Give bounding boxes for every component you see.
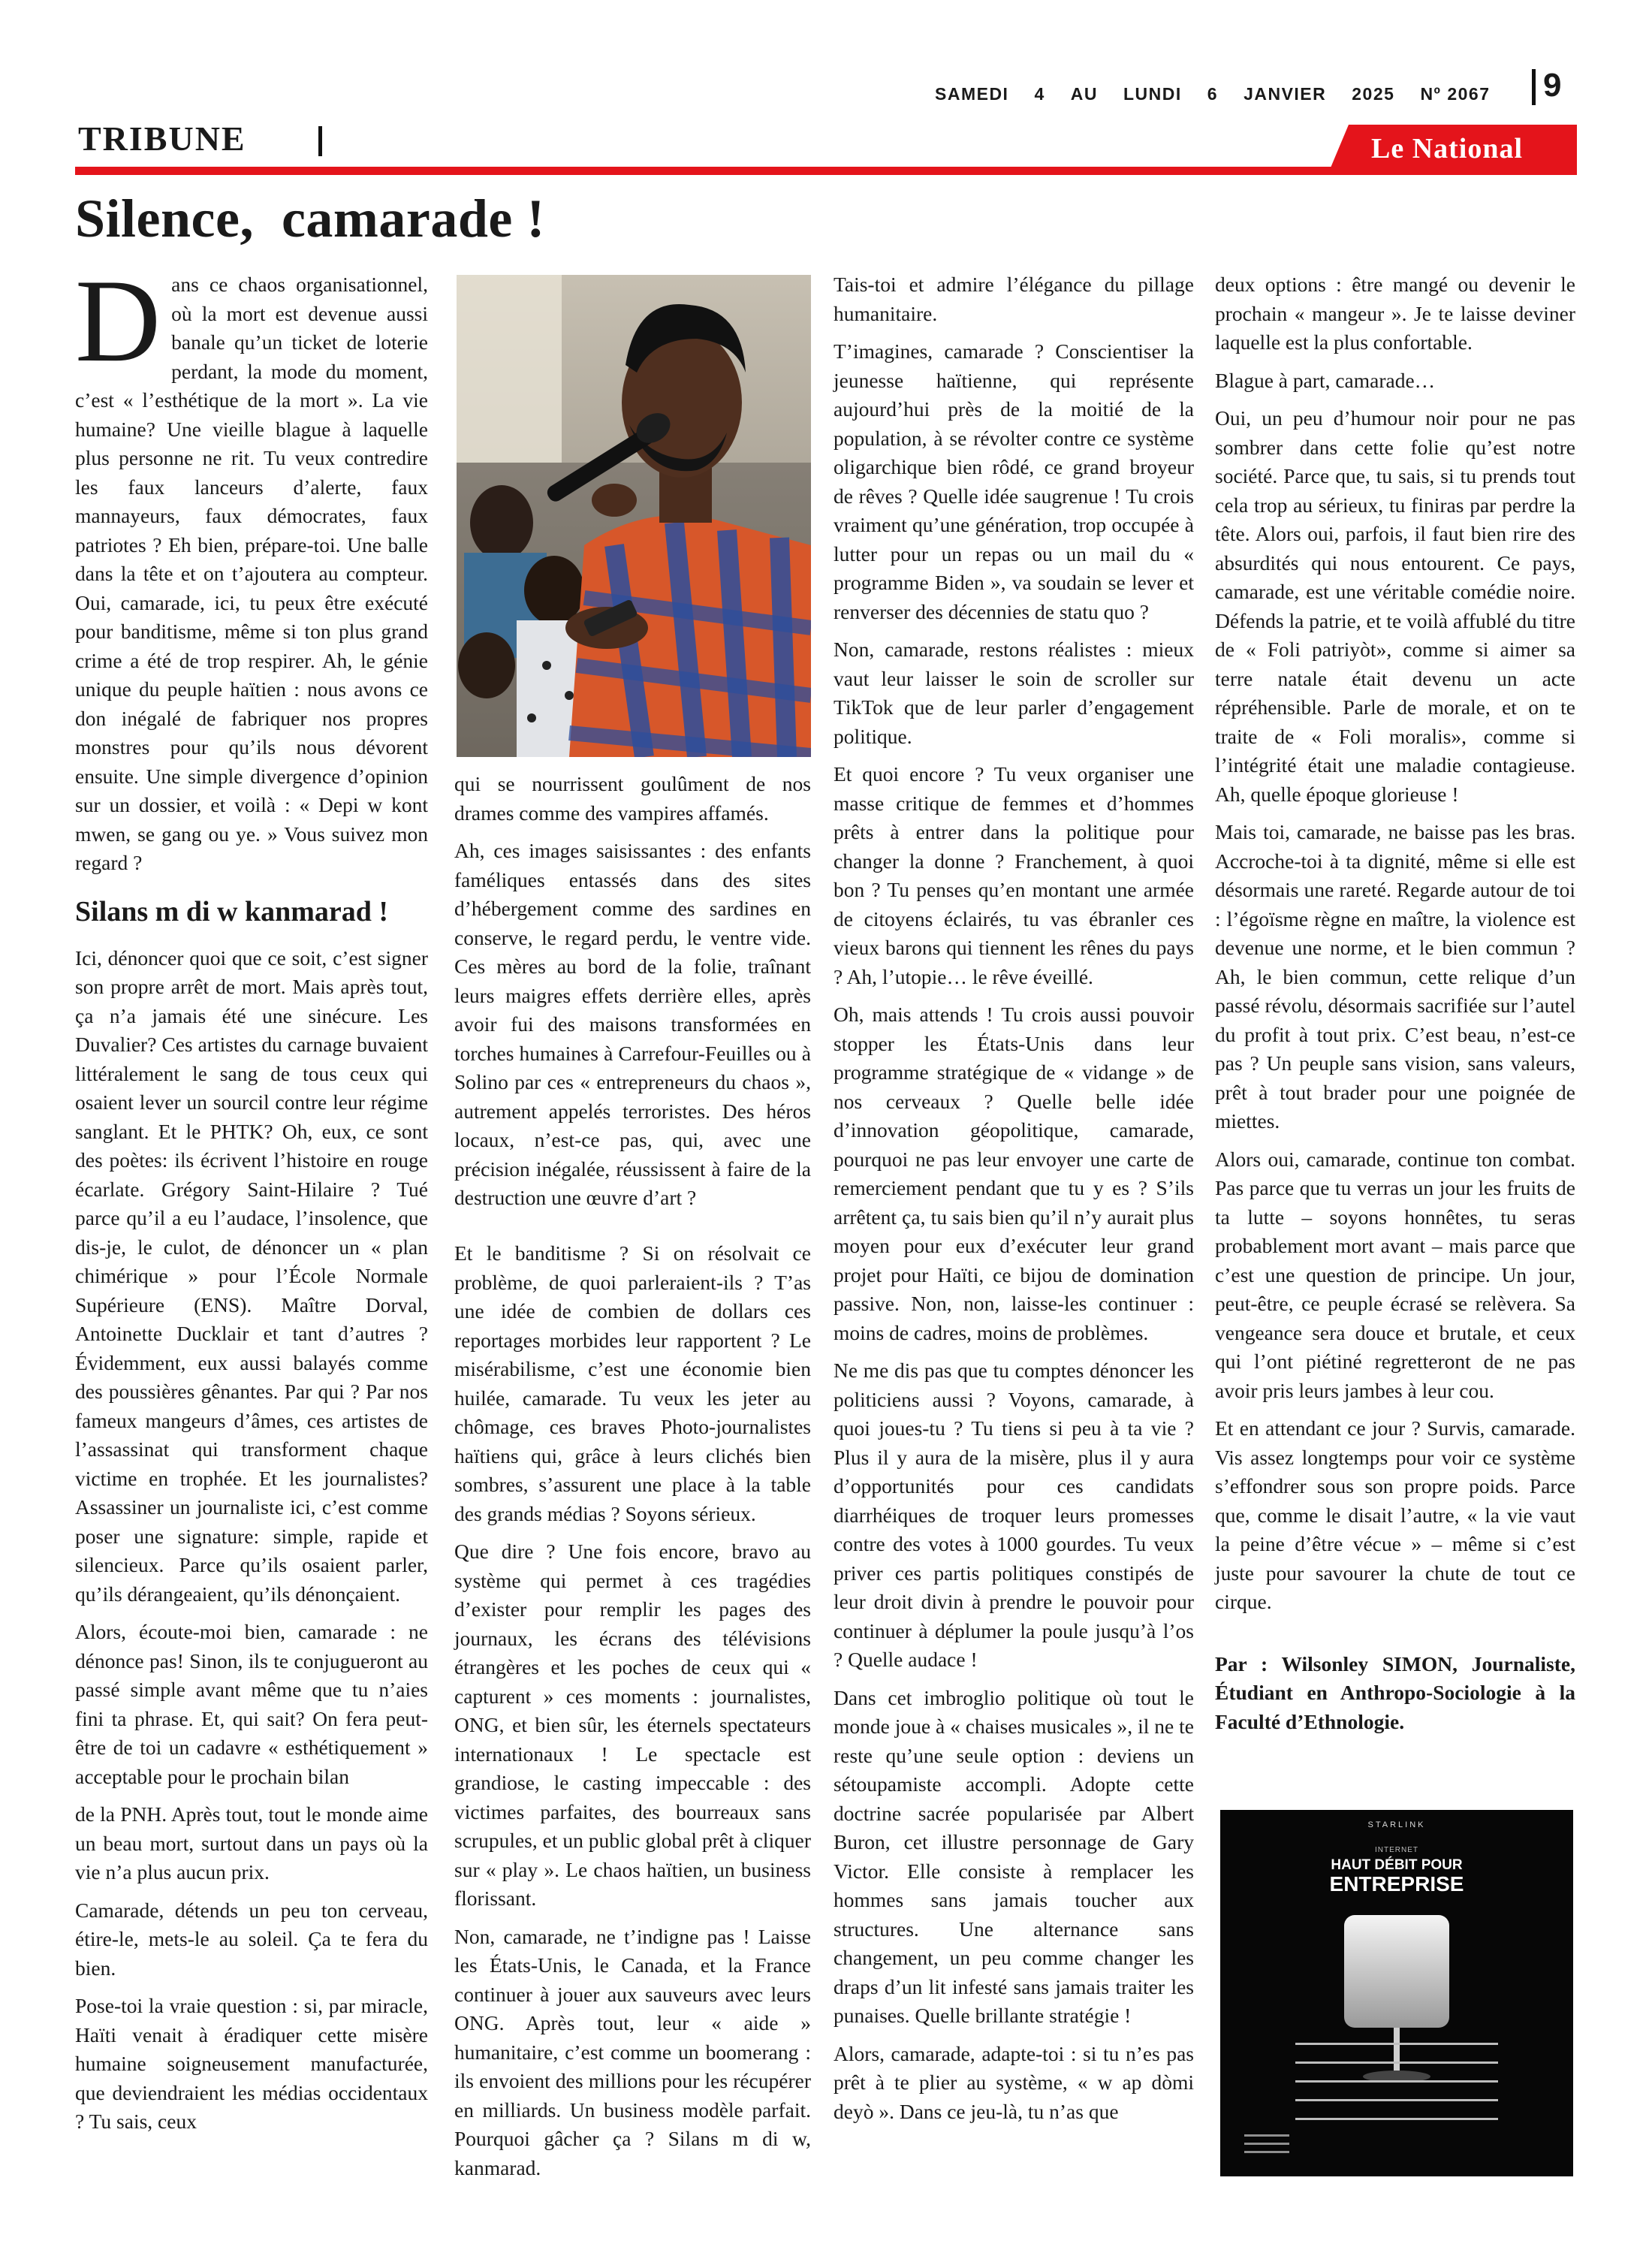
date-word: 2025 bbox=[1352, 84, 1395, 104]
ad-feature-list bbox=[1295, 2043, 1498, 2137]
column-2 bbox=[454, 770, 811, 1222]
date-word: LUNDI bbox=[1123, 84, 1182, 104]
page-number-text: 9 bbox=[1543, 67, 1562, 104]
article-photo bbox=[457, 275, 811, 757]
paragraph: T’imagines, camarade ? Conscientiser la jeunesse haïtienne, qui représente aujourd’hui près de la moitié de la population, à se révolter contre ce système oligarchique bien rôdé, ce grand broyeur de rêves ? Quelle idée saugrenue ! Tu crois vraiment qu’une génération, trop occupée à lutter pour un repas ou un mail du « programme Biden », va soudain se lever et renverser des décennies de statu quo ? bbox=[834, 339, 1194, 623]
date-word: 4 bbox=[1034, 84, 1045, 104]
paragraph-text: ans ce chaos organisationnel, où la mort est devenue aussi banale qu’un ticket de loterie perdant, la mode du moment, c’est « l’esthétique de la mort ». La vie humaine? Une vieille blague à laquelle plus personne ne rit. Tu veux contredire les faux lanceurs d’alerte, faux mannayeurs, faux démocrates, faux patriotes ? Eh bien, prépare-toi. Une balle dans la tête et on t’ajoutera au compteur. Oui, camarade, ici, tu peux être exécuté pour banditisme, même si ton plus grand crime a été de trop respirer. Ah, le génie unique du peuple haïtien : nous avons ce don inégalé de fabriquer nos propres monstres pour qu’ils nous dévorent ensuite. Une simple divergence d’opinion sur un dossier, et voilà : « Depi w kont mwen, se gang ou ye. » Vous suivez mon regard ? bbox=[75, 273, 428, 874]
paragraph: deux options : être mangé ou devenir le prochain « mangeur ». Je te laisse deviner laquelle est la plus confortable. bbox=[1215, 273, 1575, 354]
column-3 bbox=[834, 270, 1194, 2135]
paragraph: Alors, camarade, adapte-toi : si tu n’es pas prêt à te plier au système, « w ap dòmi deyò ». Dans ce jeu-là, tu n’as que bbox=[834, 2041, 1194, 2123]
paragraph: Blague à part, camarade… bbox=[1215, 368, 1436, 392]
paragraph: Oui, un peu d’humour noir pour ne pas sombrer dans cette folie qu’est notre société. Parce que, tu sais, si tu prends tout cela trop au sérieux, tu finiras par perdre la tête. Alors oui, parfois, il faut bien rire des absurdités qui nous entourent. Ce pays, camarade, est une véritable comédie noire. Défends la patrie, et te voilà affublé du titre de « Foli patriyòt», comme si aimer sa terre natale était devenu un acte répréhensible. Parle de morale, et on te traite de « Foli moralis», comme si l’intégrité était une maladie contagieuse. Ah, quelle époque glorieuse ! bbox=[1215, 406, 1575, 806]
advertisement[interactable] bbox=[1220, 1810, 1573, 2176]
paragraph: Camarade, détends un peu ton cerveau, étire-le, mets-le au soleil. Ça te fera du bien. bbox=[75, 1898, 428, 1980]
section-divider bbox=[318, 126, 322, 156]
paragraph: Et le banditisme ? Si on résolvait ce problème, de quoi parleraient-ils ? T’as une idée de combien de dollars ces reportages morbides leur rapportent ? Le misérabilisme, c’est une économie bien huilée, camarade. Tu veux les jeter au chômage, ces braves Photo-journalistes haïtiens qui, grâce à leurs clichés bien sombres, s’assurent une place à la table des grands médias ? Soyons sérieux. bbox=[454, 1241, 811, 1525]
issue-date bbox=[935, 84, 1513, 104]
ad-headline-2: ENTREPRISE bbox=[1329, 1872, 1464, 1896]
paragraph: Pose-toi la vraie question : si, par miracle, Haïti venait à éradiquer cette misère humaine soigneusement manufacturée, que deviendraient les médias occidentaux ? Tu sais, ceux bbox=[75, 1994, 428, 2133]
column-4 bbox=[1215, 270, 1575, 1745]
article-title: Silence, camarade ! bbox=[75, 189, 545, 249]
date-word: SAMEDI bbox=[935, 84, 1009, 104]
drop-cap: D bbox=[75, 255, 161, 387]
ad-brand: STARLINK bbox=[1367, 1820, 1426, 1829]
date-word: AU bbox=[1070, 84, 1098, 104]
speaker-with-microphone-icon bbox=[457, 275, 811, 757]
column-2-continued bbox=[454, 1239, 811, 2191]
section-label: TRIBUNE bbox=[78, 119, 246, 158]
paragraph: Tais-toi et admire l’élégance du pillage humanitaire. bbox=[834, 273, 1194, 325]
paragraph bbox=[75, 255, 428, 878]
paragraph: Et quoi encore ? Tu veux organiser une masse critique de femmes et d’hommes prêts à entrer dans la politique pour changer la donne ? Franchement, à quoi bon ? Tu penses qu’en montant une armée de citoyens éclairés, tu vas ébranler ces vieux barons qui tiennent les rênes du pays ? Ah, l’utopie… le rêve éveillé. bbox=[834, 762, 1194, 988]
column-1 bbox=[75, 255, 428, 2146]
author-byline: Par : Wilsonley SIMON, Journaliste, Étudiant en Anthropo-Sociologie à la Faculté d’Ethnologie. bbox=[1215, 1651, 1575, 1733]
ad-contact-block bbox=[1244, 2134, 1545, 2159]
paragraph: Dans cet imbroglio politique où tout le monde joue à « chaises musicales », il ne te reste qu’une seule option : deviens un sétoupamiste accompli. Adopte cette doctrine sacrée popularisée par Albert Buron, cet illustre personnage de Gary Victor. Elle consiste à remplacer les hommes sans jamais toucher aux structures. Une alternance sans changement, un peu comme changer les draps d’un lit infesté sans jamais traiter les punaises. Quelle brillante stratégie ! bbox=[834, 1685, 1194, 2027]
page-divider bbox=[1532, 69, 1536, 105]
paragraph: de la PNH. Après tout, tout le monde aime un beau mort, surtout dans un pays où la vie n’a plus aucun prix. bbox=[75, 1802, 428, 1884]
paragraph: Ne me dis pas que tu comptes dénoncer les politiciens aussi ? Voyons, camarade, à quoi joues-tu ? Tu tiens si peu à ta vie ? Plus il y aura de la misère, plus il y aura d’opportunités pour ces candidats diarrhéiques de troquer leurs promesses contre des votes à 1000 gourdes. Tu veux priver ces partis politiques constipés de leur droit divin à prendre le pouvoir pour continuer à déplumer la poule jusqu’à l’os ? Quelle audace ! bbox=[834, 1359, 1194, 1671]
date-word: JANVIER bbox=[1244, 84, 1327, 104]
paragraph: Que dire ? Une fois encore, bravo au système qui permet à ces tragédies d’exister pour remplir les pages des journaux, les écrans des télévisions étrangères et les poches de ceux qui « capturent » ces moments : journalistes, ONG, et bien sûr, les éternels spectateurs internationaux ! Le spectacle est grandiose, le casting impeccable : des victimes parfaites, des bourreaux sans scrupules, et un public global prêt à cliquer sur « play ». Le chaos haïtien, un business florissant. bbox=[454, 1540, 811, 1910]
brand-logo: Le National bbox=[1371, 133, 1524, 164]
ad-headline-1: HAUT DÉBIT POUR bbox=[1331, 1857, 1463, 1873]
issue-number: Nº 2067 bbox=[1420, 84, 1491, 104]
date-word: 6 bbox=[1207, 84, 1219, 104]
paragraph: Ah, ces images saisissantes : des enfants faméliques entassés dans des sites d’hébergement comme des sardines en conserve, le regard perdu, le ventre vide. Ces mères au bord de la folie, traînant leurs maigres effets derrière elles, après avoir fui des maisons transformées en torches humaines à Carrefour-Feuilles ou à Solino par ces « entrepreneurs du chaos », autrement appelés terroristes. Des héros locaux, n’est-ce pas, qui, avec une précision inégalée, réussissent à faire de la destruction une œuvre d’art ? bbox=[454, 839, 811, 1209]
paragraph: Oh, mais attends ! Tu crois aussi pouvoir stopper les États-Unis dans leur programme stratégique de « vidange » de nos cerveaux ? Quelle belle idée d’innovation géopolitique, camarade, pourquoi ne pas leur envoyer une carte de remerciement pendant que tu y es ? S’ils arrêtent ça, tu sais bien qu’il n’y aurait plus moyen pour eux d’exécuter leur grand projet pour Haïti, ce bijou de domination passive. Non, non, laisse-les continuer : moins de cadres, moins de problèmes. bbox=[834, 1003, 1194, 1344]
paragraph: Alors, écoute-moi bien, camarade : ne dénonce pas! Sinon, ils te conjugueront au passé simple avant même que tu n’aies fini ta phrase. Et, qui sait? On fera peut-être de toi un cadavre « esthétiquement » acceptable pour le prochain bilan bbox=[75, 1620, 428, 1788]
paragraph: Ici, dénoncer quoi que ce soit, c’est signer son propre arrêt de mort. Mais après tout, ça n’a jamais été une sinécure. Les Duvalier? Ces artistes du carnage buvaient littéralement le sang de tous ceux qui osaient lever un sourcil contre leur régime sanglant. Et le PHTK? Oh, eux, ce sont des poètes: ils écrivent l’histoire en rouge écarlate. Grégory Saint-Hilaire ? Tué parce qu’il a eu l’audace, l’insolence, que dis-je, le culot, de dénoncer un « plan chimérique » pour l’École Normale Supérieure (ENS). Maître Dorval, Antoinette Ducklair et tant d’autres ? Évidemment, eux aussi balayés comme des poussières gênantes. Par qui ? Par nos fameux mangeurs d’âmes, ces artistes de l’assassinat qui transforment chaque victime en trophée. Et les journalistes? Assassiner un journaliste ici, c’est comme poser une signature: simple, rapide et silencieux. Parce qu’ils osaient parler, qu’ils dérangeaient, qu’ils dénonçaient. bbox=[75, 946, 428, 1606]
paragraph: Alors oui, camarade, continue ton combat. Pas parce que tu verras un jour les fruits de ta lutte – soyons honnêtes, tu seras probablement mort avant – mais parce que c’est une question de principe. Un jour, peut-être, ce peuple écrasé se relèvera. Sa vengeance sera douce et brutale, et ceux qui l’ont piétiné regretteront de ne pas avoir pris leurs jambes à leur cou. bbox=[1215, 1147, 1575, 1402]
header-rule bbox=[75, 167, 1577, 175]
paragraph: Non, camarade, ne t’indigne pas ! Laisse les États-Unis, le Canada, et la France continuer à jouer aux sauveurs avec leurs ONG. Après tout, leur « aide » humanitaire, c’est comme un boomerang : ils envoient des millions pour les récupérer en milliards. Un business modèle parfait. Pourquoi gâcher ça ? Silans m di w, kanmarad. bbox=[454, 1924, 811, 2179]
paragraph: Non, camarade, restons réalistes : mieux vaut leur laisser le soin de scroller sur TikTok que de leur parler d’engagement politique. bbox=[834, 638, 1194, 748]
paragraph: Mais toi, camarade, ne baisse pas les bras. Accroche-toi à ta dignité, même si elle est désormais une rareté. Regarde autour de toi : l’égoïsme règne en maître, la violence est devenue une norme, et le bien commun ? Ah, le bien commun, cette relique d’un passé révolu, désormais sacrifiée sur l’autel du profit à tout prix. C’est beau, n’est-ce pas ? Un peuple sans vision, sans valeurs, prêt à tout brader pour une poignée de miettes. bbox=[1215, 820, 1575, 1133]
subheading: Silans m di w kanmarad ! bbox=[75, 895, 389, 927]
paragraph: Et en attendant ce jour ? Survis, camarade. Vis assez longtemps pour voir ce système s’effondrer sous son propre poids. Parce que, comme le disait l’autre, « la vie vaut la peine d’être vécue » – même si c’est juste pour savourer la chute de tout ce cirque. bbox=[1215, 1416, 1575, 1613]
ad-kicker: INTERNET bbox=[1375, 1846, 1418, 1854]
paragraph: qui se nourrissent goulûment de nos drames comme des vampires affamés. bbox=[454, 772, 811, 825]
page-number bbox=[1532, 69, 1561, 105]
